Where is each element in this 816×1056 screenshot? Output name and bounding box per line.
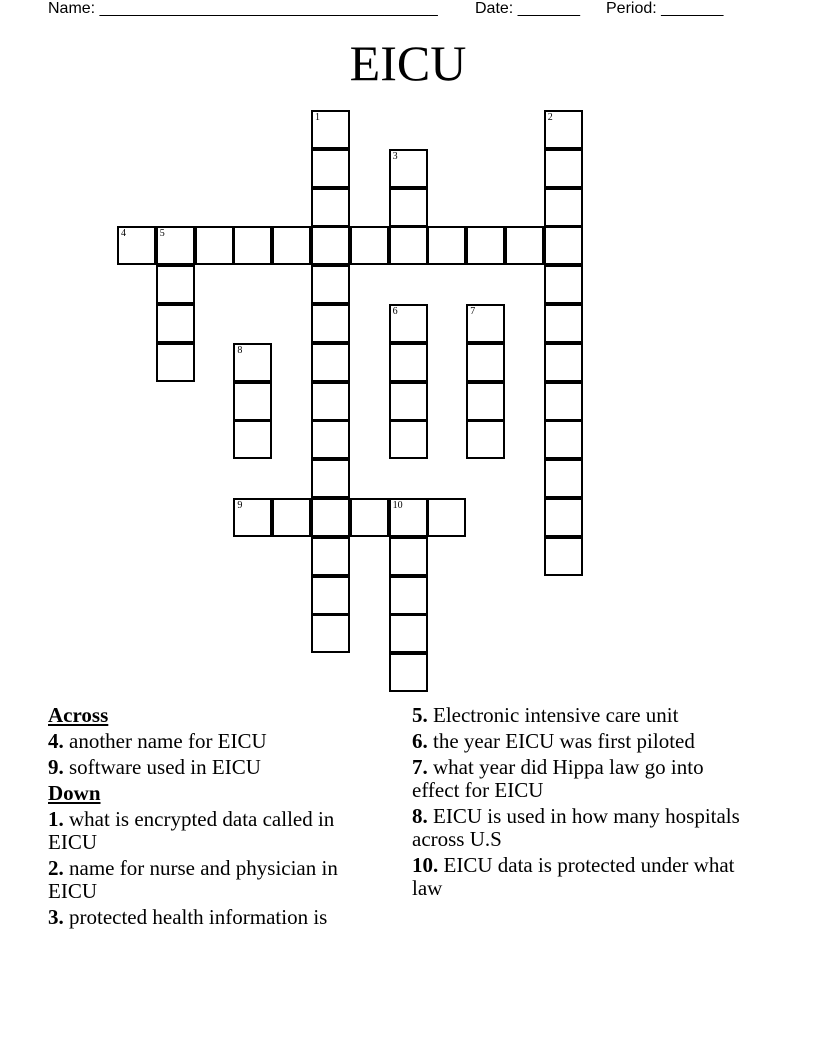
crossword-cell[interactable] [466, 343, 505, 382]
clue-across-9: 9. software used in EICU [48, 755, 261, 779]
crossword-cell[interactable] [544, 149, 583, 188]
crossword-cell[interactable] [311, 343, 350, 382]
clue-across-4: 4. another name for EICU [48, 729, 267, 753]
crossword-cell[interactable] [311, 459, 350, 498]
crossword-cell[interactable] [544, 304, 583, 343]
crossword-cell[interactable] [156, 265, 195, 304]
crossword-cell[interactable] [311, 304, 350, 343]
page-title: EICU [349, 35, 467, 91]
clue-down-10: 10. EICU data is protected under what law [412, 853, 735, 900]
crossword-cell[interactable] [233, 420, 272, 459]
clue-down-3: 3. protected health information is [48, 905, 328, 929]
period-field[interactable]: Period: _______ [606, 0, 724, 17]
crossword-cell[interactable] [544, 265, 583, 304]
crossword-cell[interactable] [233, 343, 272, 382]
crossword-cell[interactable] [272, 226, 311, 265]
crossword-cell[interactable] [311, 614, 350, 653]
crossword-cell[interactable] [389, 498, 428, 537]
crossword-cell[interactable] [466, 226, 505, 265]
crossword-cell[interactable] [466, 420, 505, 459]
crossword-cell[interactable] [544, 343, 583, 382]
crossword-cell[interactable] [389, 382, 428, 421]
cell-number: 6 [392, 306, 398, 317]
crossword-cell[interactable] [544, 188, 583, 227]
across-heading: Across [48, 703, 109, 727]
crossword-cell[interactable] [117, 226, 156, 265]
crossword-cell[interactable] [389, 537, 428, 576]
crossword-cell[interactable] [505, 226, 544, 265]
name-field[interactable]: Name: ______________________________________ [48, 0, 438, 17]
cell-number: 1 [315, 112, 320, 123]
crossword-cell[interactable] [544, 459, 583, 498]
crossword-cell[interactable] [233, 498, 272, 537]
clue-down-2: 2. name for nurse and physician in EICU [48, 856, 338, 903]
crossword-cell[interactable] [544, 420, 583, 459]
clue-down-5: 5. Electronic intensive care unit [412, 703, 679, 727]
crossword-cell[interactable] [389, 149, 428, 188]
crossword-cell[interactable] [311, 265, 350, 304]
crossword-cell[interactable] [389, 226, 428, 265]
crossword-cell[interactable] [272, 498, 311, 537]
cell-number: 3 [392, 150, 398, 162]
crossword-cell[interactable] [233, 226, 272, 265]
cell-number: 2 [547, 112, 553, 123]
crossword-cell[interactable] [195, 226, 234, 265]
clue-down-7: 7. what year did Hippa law go into effect for EICU [412, 755, 704, 802]
cell-number: 7 [470, 306, 476, 317]
crossword-cell[interactable] [233, 382, 272, 421]
date-field[interactable]: Date: _______ [475, 0, 580, 17]
crossword-cell[interactable] [311, 498, 350, 537]
crossword-cell[interactable] [427, 498, 466, 537]
crossword-cell[interactable] [389, 304, 428, 343]
crossword-cell[interactable] [544, 382, 583, 421]
clues-right-column [412, 704, 747, 903]
crossword-cell[interactable] [156, 226, 195, 265]
crossword-cell[interactable] [389, 614, 428, 653]
crossword-cell[interactable] [389, 343, 428, 382]
cell-number: 4 [121, 228, 126, 240]
crossword-cell[interactable] [311, 149, 350, 188]
crossword-cell[interactable] [350, 498, 389, 537]
crossword-cell[interactable] [311, 226, 350, 265]
crossword-cell[interactable] [311, 537, 350, 576]
crossword-cell[interactable] [311, 382, 350, 421]
clue-down-8: 8. EICU is used in how many hospitals across U.S [412, 804, 740, 851]
crossword-cell[interactable] [466, 382, 505, 421]
cell-number: 8 [237, 344, 243, 356]
cell-number: 5 [159, 228, 165, 240]
crossword-cell[interactable] [389, 420, 428, 459]
crossword-cell[interactable] [466, 304, 505, 343]
crossword-cell[interactable] [156, 343, 195, 382]
crossword-cell[interactable] [544, 226, 583, 265]
crossword-cell[interactable] [156, 304, 195, 343]
clue-down-6: 6. the year EICU was first piloted [412, 729, 695, 753]
crossword-cell[interactable] [544, 537, 583, 576]
clues-left-column [48, 704, 383, 932]
clue-down-1: 1. what is encrypted data called in EICU [48, 807, 335, 854]
crossword-cell[interactable] [544, 110, 583, 149]
crossword-cell[interactable] [311, 110, 350, 149]
crossword-cell[interactable] [311, 188, 350, 227]
crossword-cell[interactable] [544, 498, 583, 537]
cell-number: 10 [392, 500, 403, 511]
crossword-cell[interactable] [427, 226, 466, 265]
crossword-cell[interactable] [311, 576, 350, 615]
crossword-cell[interactable] [389, 653, 428, 692]
crossword-cell[interactable] [389, 576, 428, 615]
crossword-cell[interactable] [311, 420, 350, 459]
crossword-cell[interactable] [389, 188, 428, 227]
cell-number: 9 [237, 500, 243, 511]
crossword-cell[interactable] [350, 226, 389, 265]
down-heading: Down [48, 781, 101, 805]
